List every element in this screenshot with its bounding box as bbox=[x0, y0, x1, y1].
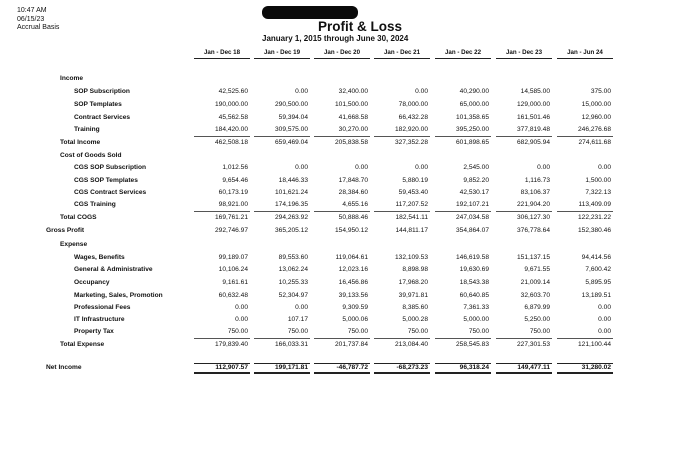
cell-sop-subscription-3: 32,400.00 bbox=[338, 88, 368, 95]
report-title: Profit & Loss bbox=[318, 19, 403, 34]
column-header-7: Jan - Jun 24 bbox=[567, 49, 603, 56]
row-label-property-tax: Property Tax bbox=[74, 328, 114, 335]
cell-cgs-sop-templates-2: 18,446.33 bbox=[278, 177, 308, 184]
subtotal-rule bbox=[314, 211, 370, 212]
cell-it-infrastructure-6: 5,250.00 bbox=[524, 316, 550, 323]
subtotal-rule bbox=[374, 211, 430, 212]
cell-general-and-administrative-3: 12,023.16 bbox=[338, 266, 368, 273]
subtotal-rule bbox=[194, 211, 250, 212]
column-header-rule bbox=[194, 58, 250, 59]
cell-professional-fees-6: 6,879.99 bbox=[524, 304, 550, 311]
cell-training-1: 184,420.00 bbox=[214, 126, 248, 133]
cell-general-and-administrative-1: 10,106.24 bbox=[218, 266, 248, 273]
subtotal-rule bbox=[496, 136, 552, 137]
row-label-net-income: Net Income bbox=[46, 364, 82, 371]
cell-cgs-sop-templates-1: 9,654.46 bbox=[222, 177, 248, 184]
cell-occupancy-3: 16,456.86 bbox=[338, 279, 368, 286]
subtotal-rule bbox=[435, 211, 491, 212]
cell-general-and-administrative-6: 9,671.55 bbox=[524, 266, 550, 273]
cell-contract-services-7: 12,960.00 bbox=[581, 114, 611, 121]
column-header-rule bbox=[314, 58, 370, 59]
row-label-wages-benefits: Wages, Benefits bbox=[74, 254, 125, 261]
row-label-sop-subscription: SOP Subscription bbox=[74, 88, 130, 95]
cell-net-income-1: 112,907.57 bbox=[215, 364, 248, 371]
subtotal-rule bbox=[314, 136, 370, 137]
net-income-rule bbox=[496, 363, 552, 374]
cell-it-infrastructure-1: 0.00 bbox=[235, 316, 248, 323]
subtotal-rule bbox=[254, 211, 310, 212]
cell-general-and-administrative-5: 19,630.69 bbox=[459, 266, 489, 273]
cell-training-2: 309,575.00 bbox=[274, 126, 308, 133]
cell-it-infrastructure-4: 5,000.28 bbox=[402, 316, 428, 323]
cell-total-cogs-7: 122,231.22 bbox=[577, 214, 611, 221]
cell-total-income-5: 601,898.65 bbox=[455, 139, 489, 146]
cell-occupancy-4: 17,968.20 bbox=[398, 279, 428, 286]
cell-total-expense-3: 201,737.84 bbox=[334, 341, 368, 348]
cell-total-income-2: 659,469.04 bbox=[274, 139, 308, 146]
row-label-training: Training bbox=[74, 126, 100, 133]
row-label-contract-services: Contract Services bbox=[74, 114, 131, 121]
cell-net-income-5: 96,318.24 bbox=[459, 364, 489, 371]
report-time: 10:47 AM bbox=[17, 7, 47, 14]
cell-cgs-contract-services-3: 28,384.60 bbox=[338, 189, 368, 196]
cell-marketing-sales-promotion-4: 39,971.81 bbox=[398, 292, 428, 299]
column-header-rule bbox=[435, 58, 491, 59]
cell-professional-fees-7: 0.00 bbox=[598, 304, 611, 311]
cell-contract-services-6: 161,501.46 bbox=[516, 114, 550, 121]
cell-gross-profit-2: 365,205.12 bbox=[274, 227, 308, 234]
cell-net-income-3: -46,787.72 bbox=[336, 364, 368, 371]
row-label-cost-of-goods-sold: Cost of Goods Sold bbox=[60, 152, 122, 159]
cell-cgs-sop-subscription-3: 0.00 bbox=[355, 164, 368, 171]
cell-total-expense-5: 258,545.83 bbox=[455, 341, 489, 348]
subtotal-rule bbox=[194, 136, 250, 137]
cell-cgs-training-3: 4,655.16 bbox=[342, 201, 368, 208]
row-label-gross-profit: Gross Profit bbox=[46, 227, 85, 234]
net-income-rule bbox=[557, 363, 613, 374]
report-basis: Accrual Basis bbox=[17, 24, 60, 31]
cell-cgs-contract-services-2: 101,621.24 bbox=[274, 189, 308, 196]
subtotal-rule bbox=[557, 136, 613, 137]
row-label-marketing-sales-promotion: Marketing, Sales, Promotion bbox=[74, 292, 163, 299]
cell-it-infrastructure-7: 0.00 bbox=[598, 316, 611, 323]
cell-training-4: 182,920.00 bbox=[394, 126, 428, 133]
cell-cgs-sop-templates-7: 1,500.00 bbox=[585, 177, 611, 184]
cell-general-and-administrative-2: 13,062.24 bbox=[278, 266, 308, 273]
row-label-cgs-contract-services: CGS Contract Services bbox=[74, 189, 147, 196]
cell-sop-templates-4: 78,000.00 bbox=[398, 101, 428, 108]
cell-contract-services-3: 41,668.58 bbox=[338, 114, 368, 121]
cell-property-tax-7: 0.00 bbox=[598, 328, 611, 335]
redaction-bar bbox=[262, 6, 358, 19]
cell-cgs-training-2: 174,196.35 bbox=[274, 201, 308, 208]
cell-cgs-sop-subscription-7: 0.00 bbox=[598, 164, 611, 171]
subtotal-rule bbox=[557, 211, 613, 212]
cell-cgs-sop-subscription-4: 0.00 bbox=[415, 164, 428, 171]
cell-net-income-7: 31,280.02 bbox=[581, 364, 611, 371]
cell-contract-services-1: 45,562.58 bbox=[218, 114, 248, 121]
cell-total-cogs-2: 294,263.92 bbox=[274, 214, 308, 221]
cell-it-infrastructure-5: 5,000.00 bbox=[463, 316, 489, 323]
cell-cgs-contract-services-6: 83,106.37 bbox=[520, 189, 550, 196]
cell-total-cogs-1: 169,761.21 bbox=[214, 214, 248, 221]
cell-wages-benefits-5: 146,619.58 bbox=[455, 254, 489, 261]
subtotal-rule bbox=[496, 211, 552, 212]
subtotal-rule bbox=[496, 338, 552, 339]
cell-sop-templates-5: 65,000.00 bbox=[459, 101, 489, 108]
cell-sop-templates-6: 129,000.00 bbox=[516, 101, 550, 108]
cell-property-tax-2: 750.00 bbox=[287, 328, 308, 335]
cell-total-cogs-5: 247,034.58 bbox=[455, 214, 489, 221]
cell-total-expense-2: 166,033.31 bbox=[274, 341, 308, 348]
subtotal-rule bbox=[194, 338, 250, 339]
cell-sop-templates-2: 290,500.00 bbox=[274, 101, 308, 108]
cell-cgs-sop-subscription-1: 1,012.56 bbox=[222, 164, 248, 171]
cell-wages-benefits-4: 132,109.53 bbox=[394, 254, 428, 261]
column-header-5: Jan - Dec 22 bbox=[444, 49, 482, 56]
row-label-income: Income bbox=[60, 75, 84, 82]
cell-sop-templates-3: 101,500.00 bbox=[334, 101, 368, 108]
cell-marketing-sales-promotion-3: 39,133.56 bbox=[338, 292, 368, 299]
cell-cgs-training-4: 117,207.52 bbox=[395, 201, 428, 208]
row-label-it-infrastructure: IT Infrastructure bbox=[74, 316, 125, 323]
cell-training-6: 377,819.48 bbox=[516, 126, 550, 133]
column-header-4: Jan - Dec 21 bbox=[383, 49, 421, 56]
cell-occupancy-2: 10,255.33 bbox=[278, 279, 308, 286]
cell-marketing-sales-promotion-1: 60,632.48 bbox=[218, 292, 248, 299]
cell-training-3: 30,270.00 bbox=[338, 126, 368, 133]
cell-cgs-contract-services-5: 42,530.17 bbox=[459, 189, 489, 196]
cell-sop-subscription-7: 375.00 bbox=[590, 88, 611, 95]
row-label-expense: Expense bbox=[60, 241, 88, 248]
cell-total-expense-1: 179,839.40 bbox=[214, 341, 248, 348]
cell-cgs-training-7: 113,409.09 bbox=[578, 201, 611, 208]
column-header-1: Jan - Dec 18 bbox=[203, 49, 241, 56]
cell-total-income-1: 462,508.18 bbox=[214, 139, 248, 146]
cell-wages-benefits-6: 151,137.15 bbox=[516, 254, 550, 261]
net-income-rule bbox=[314, 363, 370, 374]
cell-it-infrastructure-2: 107.17 bbox=[287, 316, 308, 323]
cell-gross-profit-4: 144,811.17 bbox=[395, 227, 428, 234]
cell-total-cogs-4: 182,541.11 bbox=[395, 214, 428, 221]
cell-marketing-sales-promotion-7: 13,189.51 bbox=[581, 292, 611, 299]
row-label-cgs-training: CGS Training bbox=[74, 201, 116, 208]
cell-occupancy-6: 21,009.14 bbox=[520, 279, 550, 286]
row-label-total-expense: Total Expense bbox=[60, 341, 105, 348]
report-date: 06/15/23 bbox=[17, 15, 45, 23]
subtotal-rule bbox=[435, 136, 491, 137]
cell-marketing-sales-promotion-2: 52,304.97 bbox=[278, 292, 308, 299]
cell-training-7: 246,276.68 bbox=[577, 126, 611, 133]
subtotal-rule bbox=[374, 338, 430, 339]
cell-sop-templates-7: 15,000.00 bbox=[581, 101, 611, 108]
cell-net-income-4: -68,273.23 bbox=[396, 364, 428, 371]
cell-wages-benefits-7: 94,414.56 bbox=[581, 254, 611, 261]
net-income-rule bbox=[194, 363, 250, 374]
cell-net-income-2: 199,171.81 bbox=[274, 364, 308, 371]
subtotal-rule bbox=[374, 136, 430, 137]
cell-cgs-sop-templates-3: 17,848.70 bbox=[338, 177, 368, 184]
cell-general-and-administrative-4: 8,898.98 bbox=[402, 266, 428, 273]
cell-professional-fees-2: 0.00 bbox=[295, 304, 308, 311]
cell-gross-profit-3: 154,950.12 bbox=[334, 227, 368, 234]
subtotal-rule bbox=[435, 338, 491, 339]
cell-training-5: 395,250.00 bbox=[455, 126, 489, 133]
report-meta bbox=[17, 7, 59, 33]
cell-cgs-sop-subscription-2: 0.00 bbox=[295, 164, 308, 171]
cell-wages-benefits-1: 99,189.07 bbox=[218, 254, 248, 261]
net-income-rule bbox=[254, 363, 310, 374]
cell-occupancy-7: 5,895.95 bbox=[585, 279, 611, 286]
subtotal-rule bbox=[254, 136, 310, 137]
column-header-6: Jan - Dec 23 bbox=[505, 49, 543, 56]
cell-sop-subscription-2: 0.00 bbox=[295, 88, 308, 95]
row-label-professional-fees: Professional Fees bbox=[74, 304, 131, 311]
cell-professional-fees-5: 7,361.33 bbox=[463, 304, 489, 311]
column-header-rule bbox=[374, 58, 430, 59]
cell-total-cogs-6: 306,127.30 bbox=[516, 214, 550, 221]
cell-gross-profit-1: 292,746.97 bbox=[214, 227, 248, 234]
cell-professional-fees-3: 9,309.59 bbox=[342, 304, 368, 311]
net-income-rule bbox=[374, 363, 430, 374]
cell-contract-services-5: 101,358.65 bbox=[455, 114, 489, 121]
cell-property-tax-1: 750.00 bbox=[227, 328, 248, 335]
report-period: January 1, 2015 through June 30, 2024 bbox=[262, 34, 409, 43]
row-label-occupancy: Occupancy bbox=[74, 279, 110, 286]
cell-cgs-sop-templates-5: 9,852.20 bbox=[463, 177, 489, 184]
row-label-sop-templates: SOP Templates bbox=[74, 101, 122, 108]
cell-contract-services-4: 66,432.28 bbox=[398, 114, 428, 121]
cell-total-expense-6: 227,301.53 bbox=[516, 341, 550, 348]
subtotal-rule bbox=[557, 338, 613, 339]
cell-gross-profit-7: 152,380.46 bbox=[577, 227, 611, 234]
column-header-rule bbox=[557, 58, 613, 59]
cell-occupancy-1: 9,161.61 bbox=[222, 279, 248, 286]
subtotal-rule bbox=[254, 338, 310, 339]
cell-cgs-contract-services-4: 59,453.40 bbox=[398, 189, 428, 196]
cell-gross-profit-5: 354,864.07 bbox=[455, 227, 489, 234]
column-header-2: Jan - Dec 19 bbox=[263, 49, 301, 56]
row-label-general-and-administrative: General & Administrative bbox=[74, 266, 153, 273]
cell-cgs-sop-templates-4: 5,880.19 bbox=[402, 177, 428, 184]
row-label-cgs-sop-subscription: CGS SOP Subscription bbox=[74, 164, 147, 171]
row-label-total-cogs: Total COGS bbox=[60, 214, 97, 221]
column-header-3: Jan - Dec 20 bbox=[323, 49, 361, 56]
cell-wages-benefits-3: 119,064.61 bbox=[335, 254, 368, 261]
cell-sop-subscription-1: 42,525.60 bbox=[218, 88, 248, 95]
cell-total-expense-4: 213,084.40 bbox=[394, 341, 428, 348]
subtotal-rule bbox=[314, 338, 370, 339]
cell-occupancy-5: 18,543.38 bbox=[459, 279, 489, 286]
cell-it-infrastructure-3: 5,000.06 bbox=[342, 316, 368, 323]
cell-professional-fees-1: 0.00 bbox=[235, 304, 248, 311]
cell-property-tax-4: 750.00 bbox=[407, 328, 428, 335]
net-income-rule bbox=[435, 363, 491, 374]
cell-sop-subscription-5: 40,290.00 bbox=[459, 88, 489, 95]
cell-contract-services-2: 59,394.04 bbox=[278, 114, 308, 121]
cell-sop-templates-1: 190,000.00 bbox=[214, 101, 248, 108]
row-label-cgs-sop-templates: CGS SOP Templates bbox=[74, 177, 138, 184]
cell-total-income-4: 327,352.28 bbox=[394, 139, 428, 146]
cell-total-expense-7: 121,100.44 bbox=[577, 341, 611, 348]
cell-total-income-3: 205,838.58 bbox=[334, 139, 368, 146]
cell-professional-fees-4: 8,385.60 bbox=[402, 304, 428, 311]
cell-total-cogs-3: 50,888.46 bbox=[338, 214, 368, 221]
cell-cgs-training-6: 221,904.20 bbox=[516, 201, 550, 208]
column-header-rule bbox=[254, 58, 310, 59]
cell-gross-profit-6: 376,778.64 bbox=[516, 227, 550, 234]
cell-property-tax-3: 750.00 bbox=[347, 328, 368, 335]
cell-wages-benefits-2: 89,553.60 bbox=[278, 254, 308, 261]
cell-total-income-6: 682,905.94 bbox=[516, 139, 550, 146]
column-header-rule bbox=[496, 58, 552, 59]
cell-property-tax-6: 750.00 bbox=[529, 328, 550, 335]
cell-marketing-sales-promotion-6: 32,603.70 bbox=[520, 292, 550, 299]
cell-cgs-contract-services-7: 7,322.13 bbox=[585, 189, 611, 196]
cell-total-income-7: 274,611.68 bbox=[578, 139, 611, 146]
cell-marketing-sales-promotion-5: 60,640.85 bbox=[459, 292, 489, 299]
cell-cgs-sop-templates-6: 1,116.73 bbox=[524, 177, 550, 184]
cell-cgs-contract-services-1: 60,173.19 bbox=[218, 189, 248, 196]
cell-cgs-training-5: 192,107.21 bbox=[455, 201, 489, 208]
cell-sop-subscription-6: 14,585.00 bbox=[520, 88, 550, 95]
cell-sop-subscription-4: 0.00 bbox=[415, 88, 428, 95]
cell-cgs-sop-subscription-6: 0.00 bbox=[537, 164, 550, 171]
cell-cgs-training-1: 98,921.00 bbox=[218, 201, 248, 208]
cell-net-income-6: 149,477.11 bbox=[517, 364, 550, 371]
cell-property-tax-5: 750.00 bbox=[468, 328, 489, 335]
cell-general-and-administrative-7: 7,600.42 bbox=[585, 266, 611, 273]
cell-cgs-sop-subscription-5: 2,545.00 bbox=[463, 164, 489, 171]
row-label-total-income: Total Income bbox=[60, 139, 101, 146]
